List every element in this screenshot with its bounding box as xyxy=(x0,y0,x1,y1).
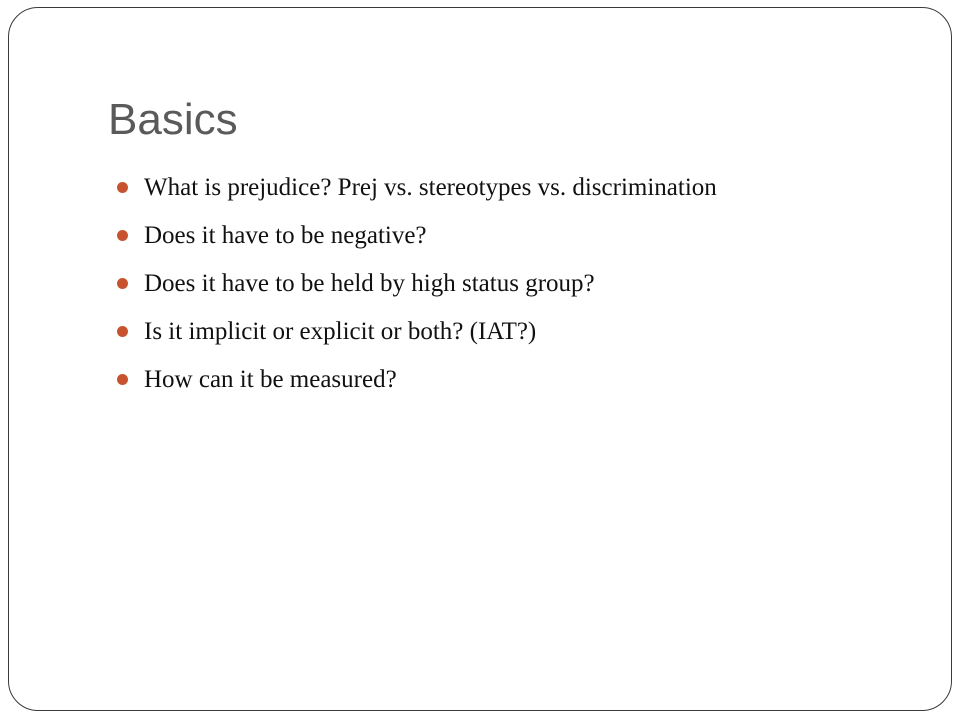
bullet-dot-icon xyxy=(117,230,128,241)
bullet-text: Is it implicit or explicit or both? (IAT?) xyxy=(144,318,537,345)
bullet-dot-icon xyxy=(117,374,128,385)
bullet-text: Does it have to be held by high status group? xyxy=(144,270,595,297)
bullet-dot-icon xyxy=(117,278,128,289)
bullet-dot-icon xyxy=(117,326,128,337)
bullet-dot-icon xyxy=(117,182,128,193)
slide-title: Basics xyxy=(108,95,238,144)
bullet-text: How can it be measured? xyxy=(144,366,397,393)
bullet-item xyxy=(116,212,717,260)
bullet-text: What is prejudice? Prej vs. stereotypes vs. discrimination xyxy=(144,174,717,201)
bullet-item xyxy=(116,164,717,212)
slide xyxy=(8,7,952,711)
bullet-item xyxy=(116,308,717,356)
bullet-list xyxy=(116,164,717,404)
bullet-item xyxy=(116,356,717,404)
bullet-text: Does it have to be negative? xyxy=(144,222,427,249)
bullet-item xyxy=(116,260,717,308)
